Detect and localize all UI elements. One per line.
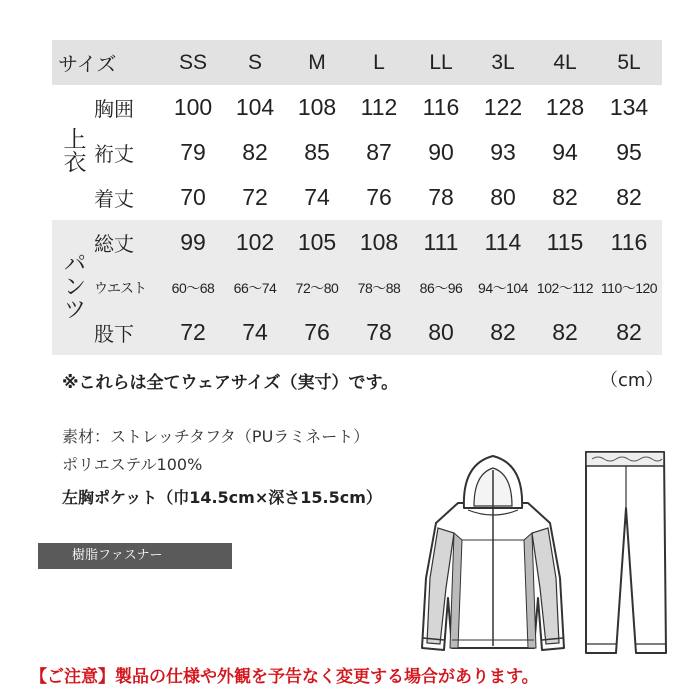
table-cell: 80 xyxy=(410,310,472,355)
table-cell: 94 xyxy=(552,139,578,165)
table-cell: 110〜120 xyxy=(596,265,662,310)
row-label: 股下 xyxy=(94,310,162,355)
table-row xyxy=(52,85,662,130)
table-cell: 116 xyxy=(596,220,662,265)
table-row xyxy=(52,175,662,220)
table-cell: 78〜88 xyxy=(348,265,410,310)
table-cell: 114 xyxy=(472,220,534,265)
table-cell: 72 xyxy=(242,184,268,210)
table-cell: 60〜68 xyxy=(162,265,224,310)
table-cell: 72〜80 xyxy=(286,265,348,310)
zipper-badge: 樹脂ファスナー xyxy=(38,543,232,569)
table-cell: 102〜112 xyxy=(534,265,596,310)
table-cell: 86〜96 xyxy=(410,265,472,310)
composition-text: ポリエステル100% xyxy=(62,455,203,474)
size-m: M xyxy=(286,40,348,85)
jacket-illustration xyxy=(418,448,568,658)
group-name-pants: パンツ xyxy=(60,250,87,320)
unit-label: （cm） xyxy=(600,370,664,391)
table-cell: 108 xyxy=(348,220,410,265)
table-row xyxy=(52,130,662,175)
table-cell: 90 xyxy=(428,139,454,165)
table-cell: 82 xyxy=(596,310,662,355)
table-row xyxy=(52,310,662,355)
table-cell: 79 xyxy=(180,139,206,165)
table-cell: 100 xyxy=(173,94,213,120)
table-cell: 80 xyxy=(490,184,516,210)
table-cell: 78 xyxy=(348,310,410,355)
table-cell: 102 xyxy=(224,220,286,265)
table-cell: 78 xyxy=(428,184,454,210)
pocket-text: 左胸ポケット（巾14.5cm×深さ15.5cm） xyxy=(62,488,382,507)
table-cell: 112 xyxy=(360,94,398,120)
table-cell: 82 xyxy=(616,184,642,210)
table-cell: 122 xyxy=(483,94,523,120)
size-table xyxy=(52,40,662,355)
table-cell: 87 xyxy=(366,139,392,165)
size-note: ※これらは全てウェアサイズ（実寸）です。 xyxy=(62,373,399,393)
table-cell: 104 xyxy=(235,94,275,120)
material-text: 素材：ストレッチタフタ（PUラミネート） xyxy=(62,427,370,446)
size-header-label: サイズ xyxy=(52,40,162,85)
row-label: 裄丈 xyxy=(94,144,134,166)
row-label: ウエスト xyxy=(94,265,162,310)
size-5l: 5L xyxy=(596,40,662,85)
caution-notice: 【ご注意】製品の仕様や外観を予告なく変更する場合があります。 xyxy=(30,667,539,687)
table-cell: 128 xyxy=(545,94,585,120)
table-cell: 95 xyxy=(616,139,642,165)
table-cell: 111 xyxy=(410,220,472,265)
table-cell: 82 xyxy=(552,184,578,210)
table-cell: 115 xyxy=(534,220,596,265)
pants-illustration xyxy=(580,448,670,658)
row-label: 着丈 xyxy=(94,189,134,211)
table-cell: 82 xyxy=(242,139,268,165)
table-cell: 82 xyxy=(472,310,534,355)
group-label-pants xyxy=(52,220,94,355)
table-cell: 82 xyxy=(534,310,596,355)
table-cell: 105 xyxy=(286,220,348,265)
row-label: 総丈 xyxy=(94,220,162,265)
table-cell: 74 xyxy=(224,310,286,355)
size-4l: 4L xyxy=(534,40,596,85)
table-cell: 116 xyxy=(422,94,460,120)
table-cell: 94〜104 xyxy=(472,265,534,310)
table-cell: 85 xyxy=(304,139,330,165)
table-cell: 93 xyxy=(490,139,516,165)
table-cell: 72 xyxy=(162,310,224,355)
size-header-row xyxy=(52,40,662,85)
size-l: L xyxy=(348,40,410,85)
group-name-top: 上衣 xyxy=(60,127,87,173)
size-ss: SS xyxy=(162,40,224,85)
table-cell: 99 xyxy=(162,220,224,265)
size-s: S xyxy=(224,40,286,85)
table-row xyxy=(52,265,662,310)
table-row xyxy=(52,220,662,265)
table-cell: 70 xyxy=(180,184,206,210)
table-cell: 76 xyxy=(366,184,392,210)
table-cell: 74 xyxy=(304,184,330,210)
size-ll: LL xyxy=(410,40,472,85)
group-label-top xyxy=(52,85,94,220)
table-cell: 134 xyxy=(609,94,649,120)
table-cell: 66〜74 xyxy=(224,265,286,310)
row-label: 胸囲 xyxy=(94,99,134,121)
table-cell: 108 xyxy=(297,94,337,120)
size-3l: 3L xyxy=(472,40,534,85)
table-cell: 76 xyxy=(286,310,348,355)
